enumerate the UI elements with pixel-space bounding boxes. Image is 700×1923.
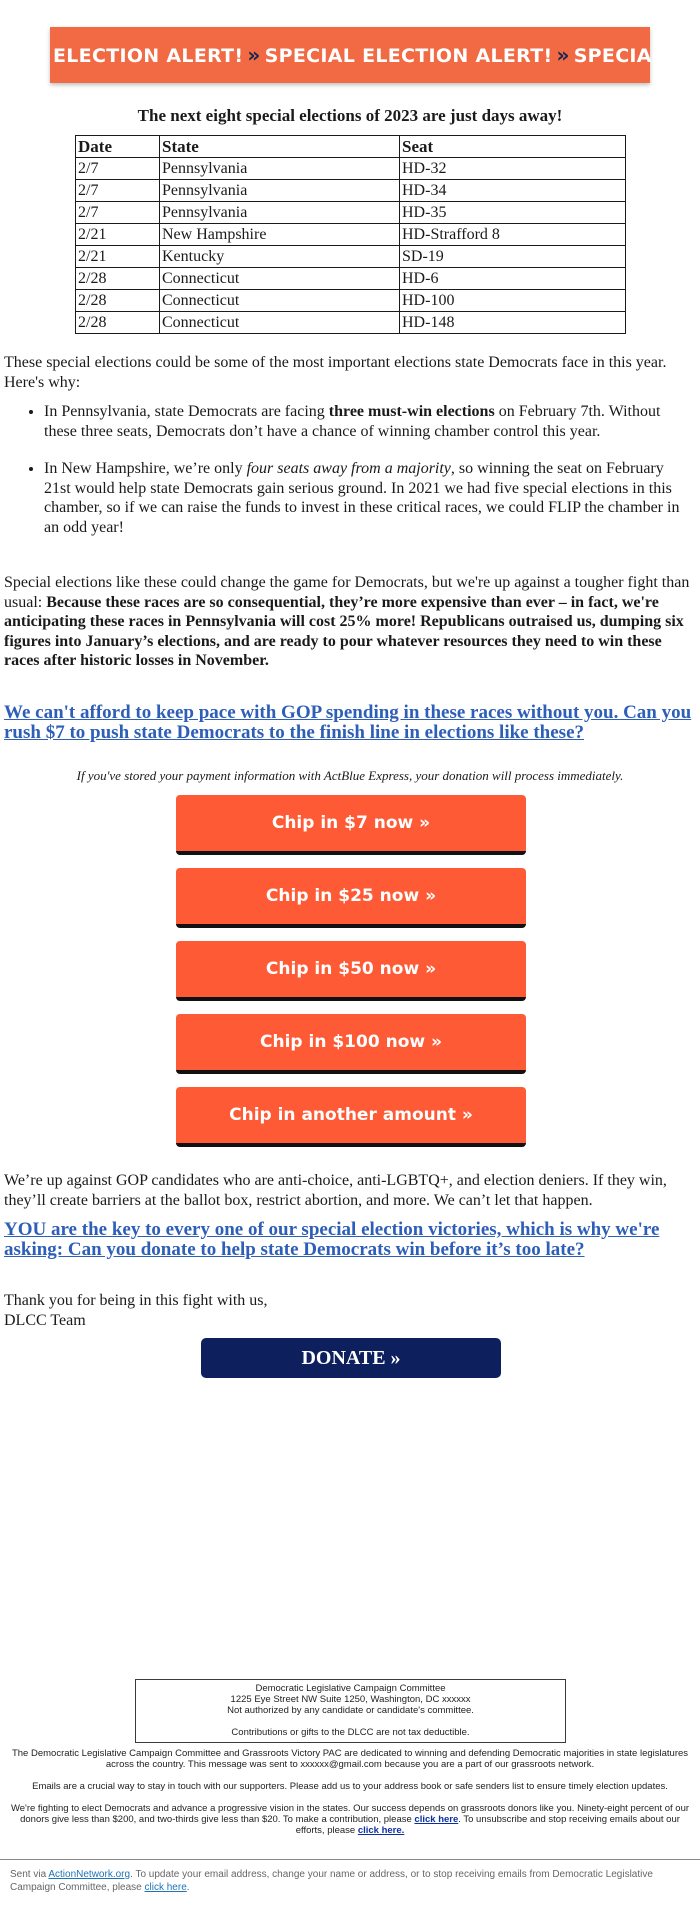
seat-cell: HD-Strafford 8 [400,224,626,246]
chip-in-25-button[interactable]: Chip in $25 now » [176,868,526,928]
header-seat: Seat [400,136,626,158]
seat-cell: HD-6 [400,268,626,290]
bullet-text: In New Hampshire, we’re only [44,460,247,477]
footer-text: We're fighting to elect Democrats and advance a progressive vision in the states. Our success depends on grassroots donors like you. Ninety-eight percent of our donors give less than $200, and two-thirds give less than $20. To make a contribution, please [10,1803,690,1825]
state-cell: Pennsylvania [160,202,400,224]
actionnetwork-link[interactable]: ActionNetwork.org [48,1869,131,1880]
table-row [76,290,626,312]
reasons-list [0,402,690,555]
list-item [44,402,690,441]
paragraph-gop-candidates: We’re up against GOP candidates who are anti-choice, anti-LGBTQ+, and election deniers. If they win, they’ll create barriers at the ballot box, restrict abortion, and more. We can’t let that happen. [4,1172,667,1209]
seat-cell: HD-148 [400,312,626,334]
sent-text: . [186,1882,190,1893]
bullet-text: , so winning the seat on February 21st would help state Democrats gain serious ground. In 2021 we had five special elections in this chamber, so if we can raise the funds to invest in these critical races, we could FLIP the chamber in an odd year! [44,460,680,536]
bullet-emphasis: four seats away from a majority [246,460,451,477]
state-cell: New Hampshire [160,224,400,246]
org-name: Democratic Legislative Campaign Committee [255,1683,446,1694]
chip-in-100-button[interactable]: Chip in $100 now » [176,1014,526,1074]
bullet-text: on February 7th. Without these three seats, Democrats don’t have a chance of winning chamber control this year. [44,403,661,440]
chip-in-7-button[interactable]: Chip in $7 now » [176,795,526,855]
chip-in-other-button[interactable]: Chip in another amount » [176,1087,526,1147]
table-row [76,202,626,224]
table-row [76,158,626,180]
chevron-icon: » [247,43,261,67]
banner-segment-3: SPECIAL [573,45,665,67]
seat-cell: SD-19 [400,246,626,268]
signoff-line: Thank you for being in this fight with us, [4,1292,268,1309]
chip-in-50-button[interactable]: Chip in $50 now » [176,941,526,1001]
seat-cell: HD-34 [400,180,626,202]
signoff-team: DLCC Team [4,1312,86,1329]
donation-ask-link[interactable]: We can't afford to keep pace with GOP spending in these races without you. Can you rush $7 to push state Democrats to the finish line in elections like these? [4,702,692,743]
unsubscribe-link[interactable]: click here. [357,1825,405,1836]
date-cell: 2/28 [76,290,160,312]
date-cell: 2/28 [76,312,160,334]
state-cell: Pennsylvania [160,158,400,180]
date-cell: 2/21 [76,224,160,246]
table-row [76,224,626,246]
chevron-icon: » [556,43,570,67]
table-header-row [76,136,626,158]
paragraph-emphasis: Because these races are so consequential, they’re more expensive than ever – in fact, we're anticipating these races in Pennsylvania will cost 25% more! Republicans outraised us, dumping six figures into January’s elections, and are ready to pour whatever resources they need to win these races after historic losses in November. [4,593,684,669]
tax-disclaimer: Contributions or gifts to the DLCC are not tax deductible. [231,1727,470,1738]
date-cell: 2/28 [76,268,160,290]
date-cell: 2/21 [76,246,160,268]
seat-cell: HD-35 [400,202,626,224]
seat-cell: HD-100 [400,290,626,312]
org-address: 1225 Eye Street NW Suite 1250, Washington, DC xxxxxx [230,1694,471,1705]
header-state: State [160,136,400,158]
donation-ask-link-2[interactable]: YOU are the key to every one of our special election victories, which is why we're asking: Can you donate to help state Democrats win before it’s too late? [4,1219,660,1260]
paragraph-text: Special elections like these could change the game for Democrats, but we're up against a tougher fight than usual: [4,574,690,611]
state-cell: Connecticut [160,312,400,334]
paragraph-why: These special elections could be some of the most important elections state Democrats face in this year. Here's why: [4,354,667,391]
footer-mission: The Democratic Legislative Campaign Committee and Grassroots Victory PAC are dedicated to winning and defending Democratic majorities in state legislatures across the country. This message was sent to xxxxxx@gmail.com because you are a part of our grassroots network. [11,1748,689,1770]
table-row [76,246,626,268]
donate-button[interactable]: DONATE » [201,1338,501,1378]
state-cell: Pennsylvania [160,180,400,202]
intro-heading: The next eight special elections of 2023 are just days away! [137,106,563,125]
footer-text: . To unsubscribe and stop receiving emails about our efforts, please [295,1814,680,1836]
state-cell: Kentucky [160,246,400,268]
sent-via-notice [10,1868,690,1894]
banner-text [53,39,664,72]
date-cell: 2/7 [76,158,160,180]
sent-text: Sent via [10,1869,49,1880]
banner-segment-2: SPECIAL ELECTION ALERT! [264,45,553,67]
list-item [44,459,690,537]
table-row [76,180,626,202]
sent-text: . To update your email address, change your name or address, or to stop receiving emails from Democratic Legislative Campaign Committee, please [10,1869,653,1893]
seat-cell: HD-32 [400,158,626,180]
table-row [76,268,626,290]
date-cell: 2/7 [76,180,160,202]
actblue-express-note: If you've stored your payment information with ActBlue Express, your donation will process immediately. [76,768,624,783]
state-cell: Connecticut [160,290,400,312]
address-box [135,1679,566,1743]
contribute-link[interactable]: click here [414,1814,459,1825]
elections-table [75,135,626,334]
paragraph-tough-fight [4,573,694,671]
bullet-text: In Pennsylvania, state Democrats are facing [44,403,329,420]
banner-segment-1: ELECTION ALERT! [53,45,244,67]
state-cell: Connecticut [160,268,400,290]
date-cell: 2/7 [76,202,160,224]
footer-fighting [5,1803,695,1836]
election-alert-banner [50,27,665,83]
table-row [76,312,626,334]
footer-divider [0,1859,700,1860]
authorization-disclaimer: Not authorized by any candidate or candidate's committee. [227,1705,474,1716]
header-date: Date [76,136,160,158]
update-preferences-link[interactable]: click here [144,1882,187,1893]
bullet-emphasis: three must-win elections [328,403,495,420]
footer-emails: Emails are a crucial way to stay in touch with our supporters. Please add us to your address book or safe senders list to ensure timely election updates. [32,1781,668,1792]
